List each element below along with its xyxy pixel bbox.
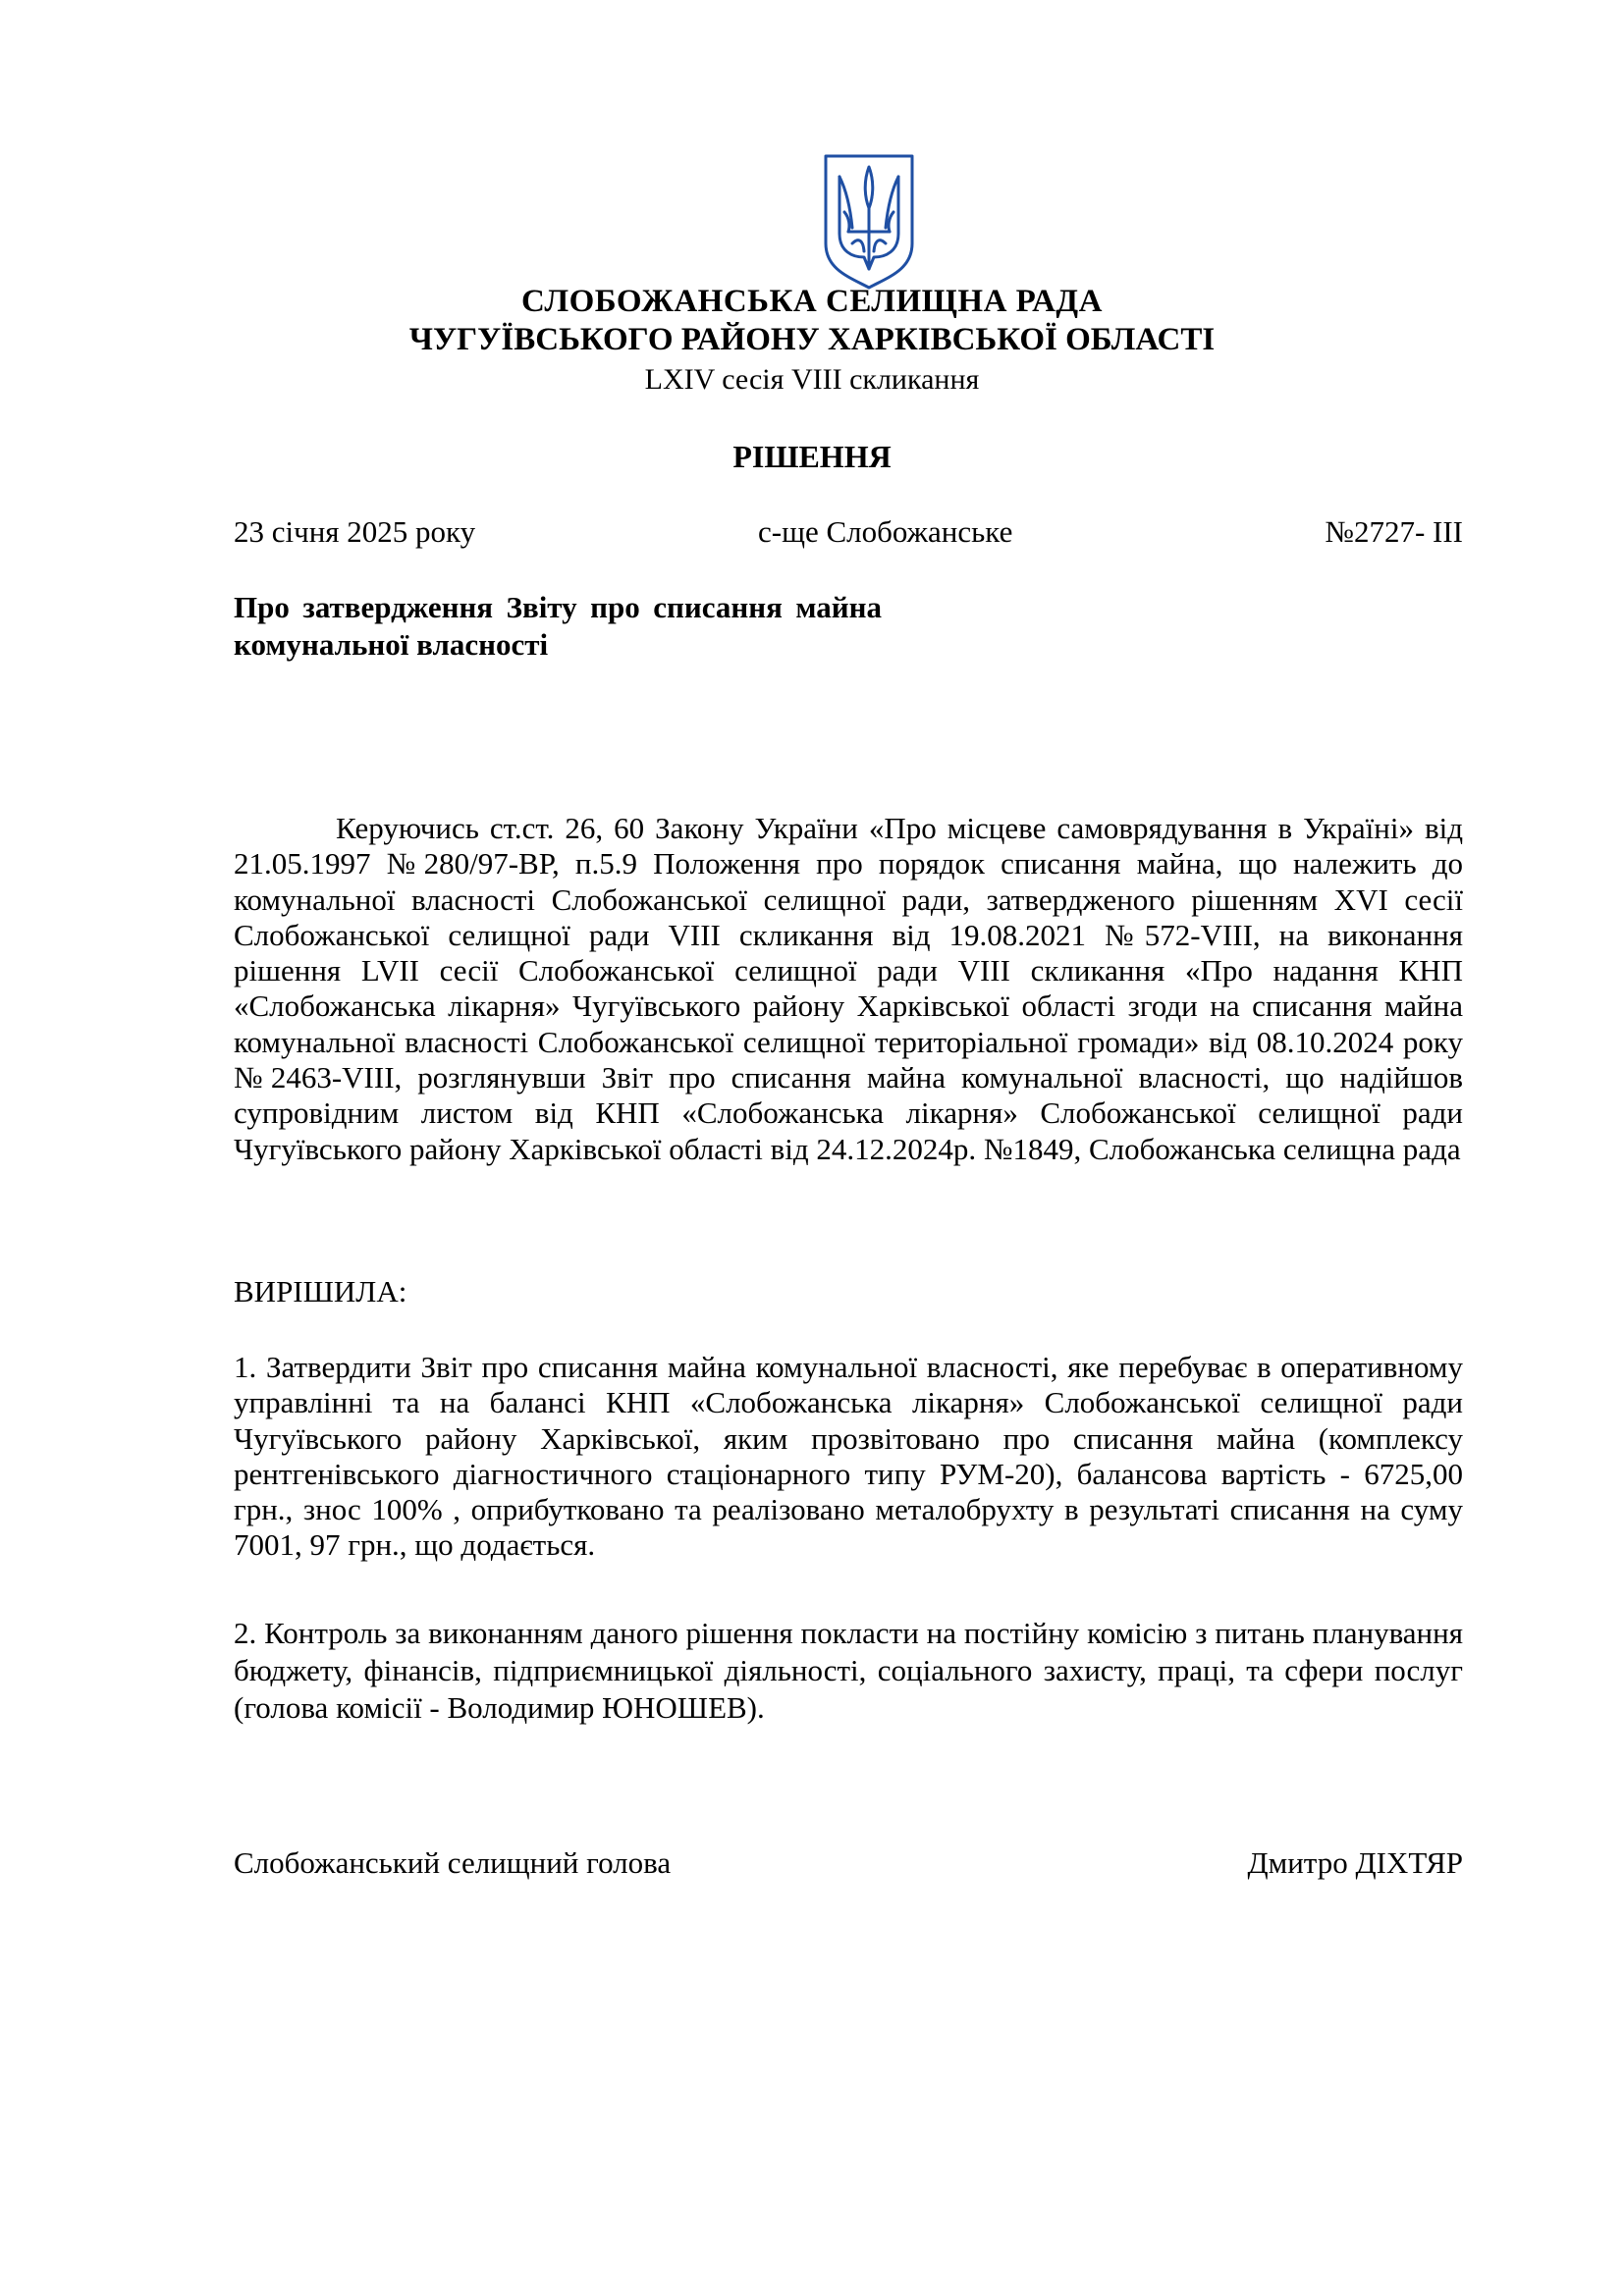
session-line: LXIV сесія VIII скликання [644, 363, 980, 396]
decided-heading: ВИРІШИЛА: [234, 1274, 407, 1308]
signatory-title: Слобожанський селищний голова [234, 1845, 672, 1880]
decision-date: 23 січня 2025 року [234, 514, 476, 549]
coat-of-arms-icon [823, 153, 915, 291]
council-name: СЛОБОЖАНСЬКА СЕЛИЩНА РАДА [521, 284, 1103, 319]
district-region-name: ЧУГУЇВСЬКОГО РАЙОНУ ХАРКІВСЬКОЇ ОБЛАСТІ [408, 322, 1216, 357]
decision-place: с-ще Слобожанське [758, 514, 1013, 549]
decision-subject: Про затвердження Звіту про списання майна комунальної власності [234, 590, 882, 662]
document-type-heading: РІШЕННЯ [732, 439, 892, 474]
resolution-item-1: 1. Затвердити Звіт про списання майна комунальної власності, яке перебуває в оперативному управлінні та на балансі КНП «Слобожанська лікарня» Слобожанської селищної ради Чугуївського району Харківської, яким прозвітовано про списання майна (комплексу рентгенівського діагностичного стаціонарного типу РУМ-20), балансова вартість - 6725,00 грн., знос 100% , оприбутковано та реалізовано металобрухту в результаті списання на суму 7001, 97 грн., що додається. [234, 1350, 1463, 1563]
preamble-paragraph: Керуючись ст.ст. 26, 60 Закону України «Про місцеве самоврядування в Україні» від 21.05.1997 №280/97-ВР, п.5.9 Положення про порядок списання майна, що належить до комунальної власності Слобожанської селищної ради, затвердженого рішенням XVI сесії Слобожанської селищної ради VIII скликання від 19.08.2021 №572-VIII, на виконання рішення LVII сесії Слобожанської селищної ради VIII скликання «Про надання КНП «Слобожанська лікарня» Чугуївського району Харківської області згоди на списання майна комунальної власності Слобожанської селищної територіальної громади» від 08.10.2024 року №2463-VIII, розглянувши Звіт про списання майна комунальної власності, що надійшов супровідним листом від КНП «Слобожанська лікарня» Слобожанської селищної ради Чугуївського району Харківської області від 24.12.2024р. №1849, Слобожанська селищна рада [234, 811, 1463, 1166]
signatory-name: Дмитро ДІХТЯР [1247, 1845, 1463, 1880]
decision-number: №2727- ІІІ [1325, 514, 1463, 549]
resolution-item-2: 2. Контроль за виконанням даного рішення покласти на постійну комісію з питань планування бюджету, фінансів, підприємницької діяльності, соціального захисту, праці, та сфери послуг (голова комісії - Володимир ЮНОШЕВ). [234, 1616, 1463, 1725]
